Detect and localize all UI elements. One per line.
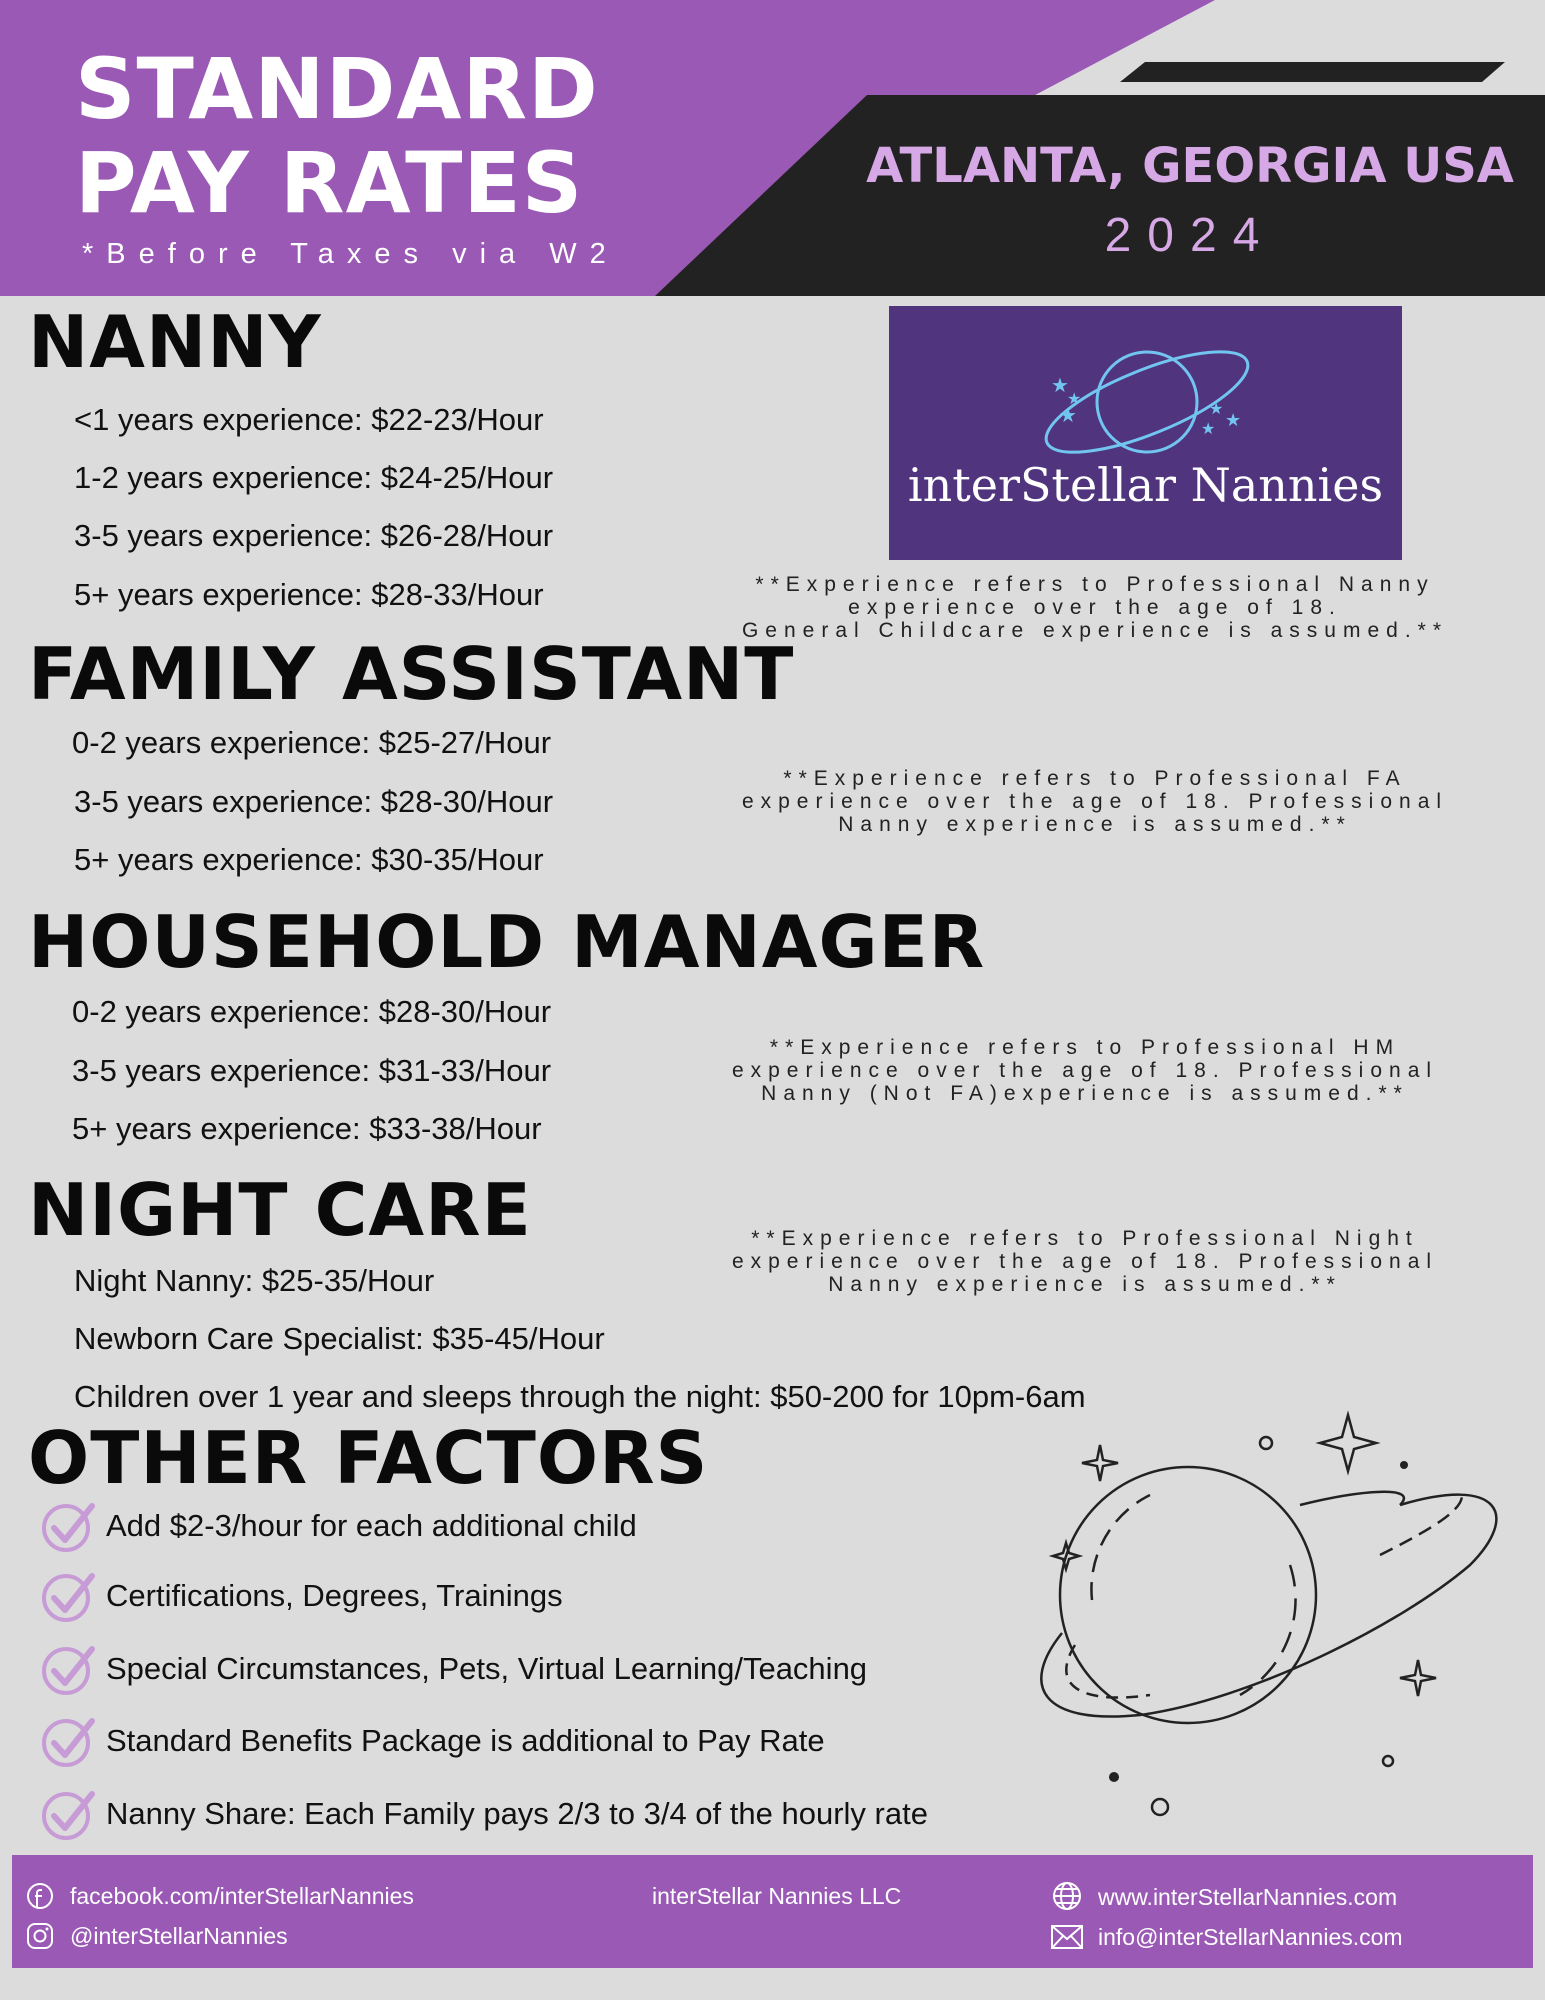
svg-text:★: ★ [1059,405,1077,427]
svg-text:★: ★ [1209,401,1224,418]
household-manager-rate: 0-2 years experience: $28-30/Hour [72,994,552,1029]
page-title [75,42,599,230]
household-manager-rate: 3-5 years experience: $31-33/Hour [72,1053,552,1088]
factor-text: Standard Benefits Package is additional to Pay Rate [106,1723,825,1758]
email-icon [1050,1924,1084,1950]
checkmark-circle-icon [40,1786,98,1844]
logo-text: interStellar Nannies [907,458,1384,512]
checkmark-circle-icon [40,1713,98,1771]
website-link[interactable]: www.interStellarNannies.com [1098,1884,1398,1910]
family-assistant-rate: 0-2 years experience: $25-27/Hour [72,725,552,760]
company-logo [889,306,1402,560]
family-assistant-rate: 3-5 years experience: $28-30/Hour [74,784,554,819]
household-manager-experience-note: **Experience refers to Professional HM experience over the age of 18. Professional Nanny (Not FA)experience is assumed.** [731,1036,1439,1105]
household-manager-rate: 5+ years experience: $33-38/Hour [72,1111,542,1146]
checkmark-circle-icon [40,1498,98,1556]
title-line-1: STANDARD [75,40,599,138]
svg-text:★: ★ [1225,410,1242,430]
subtitle: *Before Taxes via W2 [82,238,619,270]
facebook-link[interactable]: facebook.com/interStellarNannies [70,1883,414,1909]
nanny-rate: 5+ years experience: $28-33/Hour [74,577,544,612]
planet-illustration [1000,1395,1520,1825]
night-care-rate: Night Nanny: $25-35/Hour [74,1263,435,1298]
night-care-rate: Children over 1 year and sleeps through the night: $50-200 for 10pm-6am [74,1379,1086,1414]
section-title-other-factors: OTHER FACTORS [28,1416,709,1500]
company-name: interStellar Nannies LLC [652,1883,902,1909]
facebook-icon[interactable] [26,1882,54,1910]
instagram-handle[interactable]: @interStellarNannies [70,1923,288,1949]
footer [12,1855,1533,1968]
night-care-experience-note: **Experience refers to Professional Night experience over the age of 18. Professional Nanny experience is assumed.** [731,1227,1439,1296]
factor-text: Nanny Share: Each Family pays 2/3 to 3/4 of the hourly rate [106,1796,928,1831]
planet-ring-icon [1039,342,1254,462]
family-assistant-experience-note: **Experience refers to Professional FA experience over the age of 18. Professional Nanny experience is assumed.** [741,767,1449,836]
instagram-icon[interactable] [26,1922,54,1950]
year: 2024 [1104,209,1276,262]
section-title-family-assistant: FAMILY ASSISTANT [28,632,795,716]
location: ATLANTA, GEORGIA USA [866,138,1514,194]
nanny-experience-note: **Experience refers to Professional Nanny experience over the age of 18. General Childcare experience is assumed.** [741,573,1449,642]
email-link[interactable]: info@interStellarNannies.com [1098,1924,1403,1950]
factor-text: Add $2-3/hour for each additional child [106,1508,637,1543]
nanny-rate: <1 years experience: $22-23/Hour [74,402,544,437]
nanny-rate: 1-2 years experience: $24-25/Hour [74,460,554,495]
night-care-rate: Newborn Care Specialist: $35-45/Hour [74,1321,605,1356]
section-title-night-care: NIGHT CARE [28,1168,532,1252]
family-assistant-rate: 5+ years experience: $30-35/Hour [74,842,544,877]
svg-text:★: ★ [1067,391,1082,408]
factor-text: Certifications, Degrees, Trainings [106,1578,563,1613]
checkmark-circle-icon [40,1568,98,1626]
globe-icon [1052,1881,1082,1911]
section-title-nanny: NANNY [28,300,322,384]
nanny-rate: 3-5 years experience: $26-28/Hour [74,518,554,553]
section-title-household-manager: HOUSEHOLD MANAGER [28,900,986,984]
svg-text:★: ★ [1201,421,1216,438]
factor-text: Special Circumstances, Pets, Virtual Learning/Teaching [106,1651,868,1686]
checkmark-circle-icon [40,1641,98,1699]
svg-text:★: ★ [1051,375,1069,397]
title-line-2: PAY RATES [75,134,584,232]
